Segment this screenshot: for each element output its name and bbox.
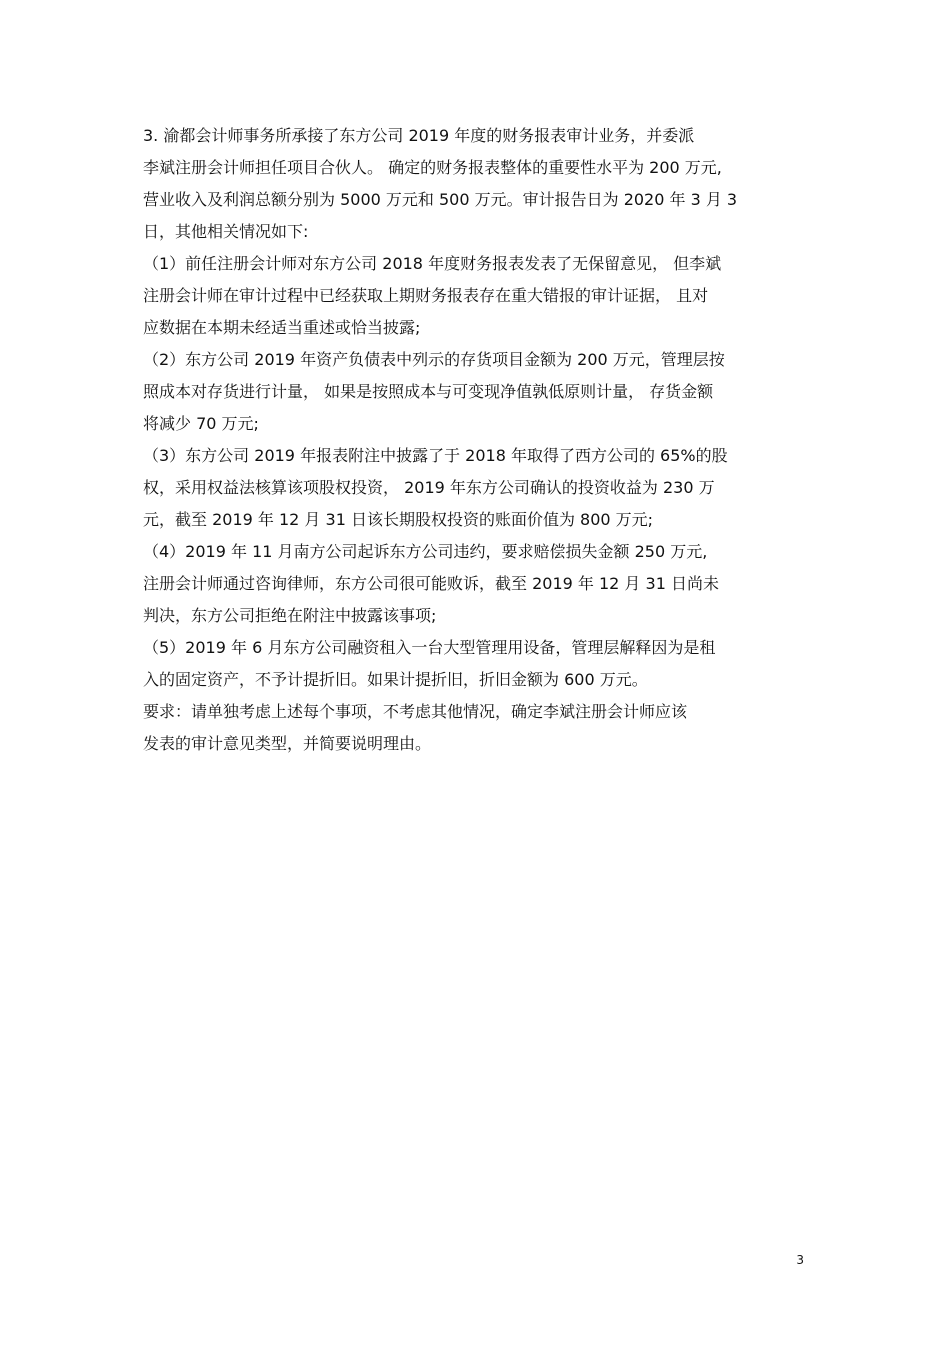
text-line: 元，截至 2019 年 12 月 31 日该长期股权投资的账面价值为 800 万元; xyxy=(143,510,654,529)
text-line: 营业收入及利润总额分别为 5000 万元和 500 万元。审计报告日为 2020 年 3 月 3 xyxy=(143,190,738,209)
page-number: 3 xyxy=(796,1253,804,1267)
text-line: （2）东方公司 2019 年资产负债表中列示的存货项目金额为 200 万元，管理层按 xyxy=(143,350,725,369)
question-text xyxy=(143,120,808,760)
text-line: 照成本对存货进行计量， 如果是按照成本与可变现净值孰低原则计量， 存货金额 xyxy=(143,382,714,401)
text-line: （1）前任注册会计师对东方公司 2018 年度财务报表发表了无保留意见， 但李斌 xyxy=(143,254,722,273)
text-line: 3. 渝都会计师事务所承接了东方公司 2019 年度的财务报表审计业务，并委派 xyxy=(143,126,695,145)
text-line: 将减少 70 万元; xyxy=(143,414,259,433)
text-line: （5）2019 年 6 月东方公司融资租入一台大型管理用设备，管理层解释因为是租 xyxy=(143,638,716,657)
text-line: 发表的审计意见类型，并简要说明理由。 xyxy=(143,734,432,753)
text-line: 注册会计师通过咨询律师，东方公司很可能败诉，截至 2019 年 12 月 31 日尚未 xyxy=(143,574,719,593)
text-line: 应数据在本期未经适当重述或恰当披露; xyxy=(143,318,421,337)
text-line: 要求：请单独考虑上述每个事项，不考虑其他情况，确定李斌注册会计师应该 xyxy=(143,702,688,721)
text-line: （3）东方公司 2019 年报表附注中披露了于 2018 年取得了西方公司的 65%的股 xyxy=(143,446,728,465)
text-line: 李斌注册会计师担任项目合伙人。 确定的财务报表整体的重要性水平为 200 万元, xyxy=(143,158,722,177)
text-line: 注册会计师在审计过程中已经获取上期财务报表存在重大错报的审计证据， 且对 xyxy=(143,286,709,305)
text-line: 权，采用权益法核算该项股权投资， 2019 年东方公司确认的投资收益为 230 万 xyxy=(143,478,715,497)
text-line: （4）2019 年 11 月南方公司起诉东方公司违约，要求赔偿损失金额 250 万元, xyxy=(143,542,708,561)
text-line: 判决，东方公司拒绝在附注中披露该事项; xyxy=(143,606,437,625)
text-line: 日，其他相关情况如下: xyxy=(143,222,309,241)
text-line: 入的固定资产，不予计提折旧。如果计提折旧，折旧金额为 600 万元。 xyxy=(143,670,648,689)
